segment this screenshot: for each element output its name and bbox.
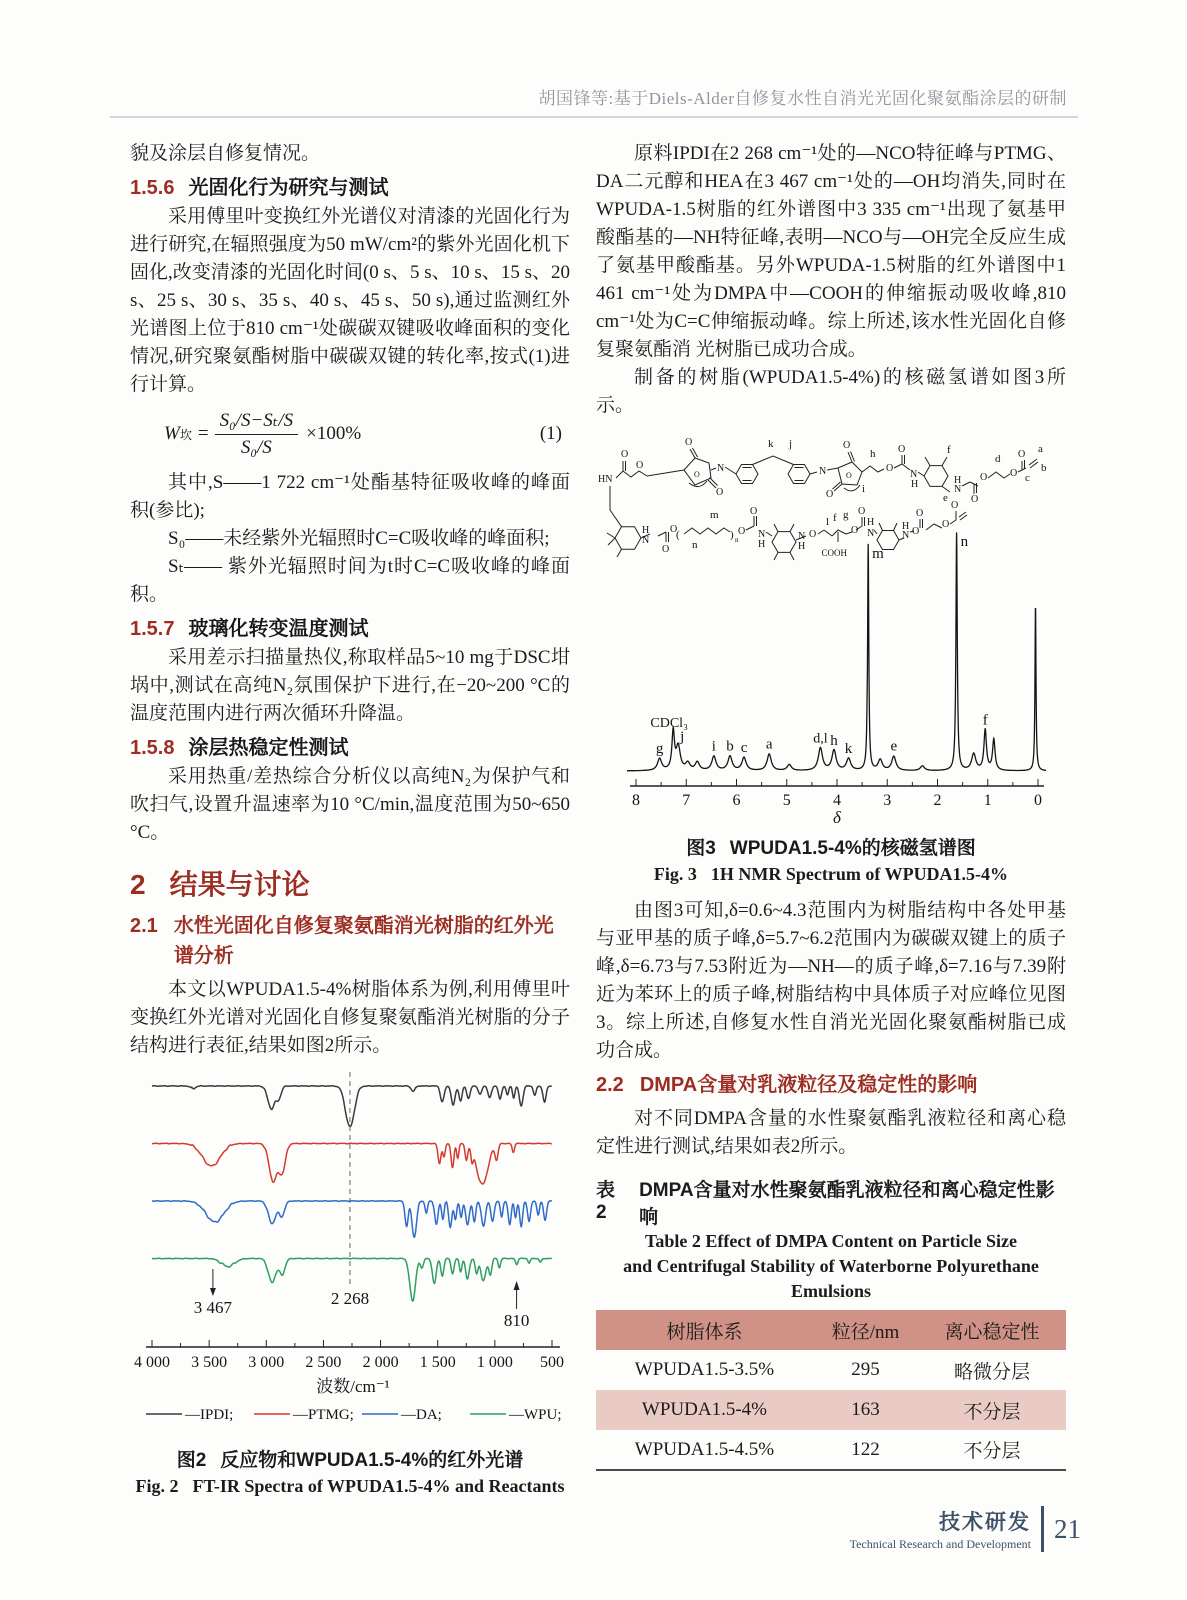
svg-text:O: O xyxy=(898,444,906,455)
legend-label: —DA; xyxy=(401,1407,442,1423)
paragraph-photocuring: 采用傅里叶变换红外光谱仪对清漆的光固化行为进行研究,在辐照强度为50 mW/cm²的紫外光固化机下固化,改变清漆的光固化时间(0 s、5 s、10 s、15 s、20 s、25 s、30 s、35 s、40 s、45 s、50 s),通过监测红外光谱图上位于810 cm⁻¹处碳碳双键吸收峰面积的变化情况,研究聚氨酯树脂中碳碳双键的转化率,按式(1)进行计算。 xyxy=(130,206,570,395)
svg-text:O: O xyxy=(621,449,629,460)
section-heading-2 xyxy=(130,863,570,903)
svg-text:N: N xyxy=(910,469,918,480)
svg-text:O: O xyxy=(916,508,924,519)
svg-text:O: O xyxy=(971,494,979,505)
svg-text:O: O xyxy=(1018,449,1026,460)
figure-title: WPUDA1.5-4%的核磁氢谱图 xyxy=(729,838,976,859)
table-2 xyxy=(596,1310,1066,1471)
svg-text:O: O xyxy=(716,487,724,498)
table-2-captions xyxy=(596,1175,1066,1304)
table2-body xyxy=(596,1350,1066,1470)
peak-label: c xyxy=(740,739,748,756)
svg-text:n: n xyxy=(735,536,739,544)
svg-text:i: i xyxy=(862,483,866,495)
table-row: WPUDA1.5-4.5% 122 不分层 xyxy=(634,1438,1021,1462)
paragraph-continuation: 貌及涂层自修复情况。 xyxy=(130,143,321,164)
svg-text:H: H xyxy=(867,517,875,528)
figure3-caption-en xyxy=(596,864,1066,885)
page-footer xyxy=(850,1506,1081,1552)
left-column xyxy=(130,140,570,1497)
chemical-structure xyxy=(598,437,1047,560)
definition-s: 其中,S——1 722 cm⁻¹处酯基特征吸收峰的峰面积(参比); xyxy=(130,472,570,521)
legend-label: —PTMG; xyxy=(293,1407,354,1423)
ftir-chart xyxy=(130,1066,570,1438)
x-tick-label: 1 500 xyxy=(419,1354,456,1371)
svg-text:f: f xyxy=(833,512,837,524)
svg-text:N: N xyxy=(954,484,962,495)
annotation-label: 2 268 xyxy=(330,1289,370,1308)
paragraph-dsc: 采用差示扫描量热仪,称取样品5~10 mg于DSC坩埚中,测试在高纯N₂氛围保护下进行,在−20~200 °C的温度范围内进行两次循环升降温。 xyxy=(130,647,570,724)
svg-text:O: O xyxy=(843,440,851,451)
column-header-stability: 离心稳定性 xyxy=(918,1310,1066,1350)
table-title: DMPA含量对水性聚氨酯乳液粒径和离心稳定性影响 xyxy=(639,1180,1055,1228)
x-tick-label: 2 000 xyxy=(362,1354,399,1371)
equation-fraction xyxy=(215,409,299,459)
svg-text:O: O xyxy=(750,506,758,517)
svg-text:N: N xyxy=(758,529,766,540)
figure-title: FT-IR Spectra of WPUDA1.5-4% and Reactants xyxy=(192,1476,565,1496)
footer-section xyxy=(850,1506,1031,1552)
fraction-denominator: S₀/S xyxy=(240,437,272,458)
figure2-caption-cn xyxy=(130,1445,570,1472)
section-heading-2-2 xyxy=(596,1070,1066,1100)
svg-text:l: l xyxy=(826,516,830,528)
x-tick-label: 3 xyxy=(883,792,892,809)
figure3-caption-cn xyxy=(596,833,1066,860)
section-heading-1-5-7 xyxy=(130,612,570,641)
svg-text:O: O xyxy=(826,489,834,500)
section-heading-2-1 xyxy=(130,911,570,971)
section-title: DMPA含量对乳液粒径及稳定性的影响 xyxy=(639,1074,978,1096)
x-tick-label: 500 xyxy=(540,1354,564,1371)
ftir-curve-IPDI xyxy=(152,1086,552,1127)
svg-text:): ) xyxy=(730,529,734,541)
section-number: 1.5.8 xyxy=(130,737,175,759)
table-row: WPUDA1.5-4% 163 不分层 xyxy=(596,1390,1066,1430)
section-title: 玻璃化转变温度测试 xyxy=(188,618,369,640)
svg-text:k: k xyxy=(768,438,774,450)
svg-text:N: N xyxy=(642,535,650,546)
equation-lhs-subscript: 坎 xyxy=(179,427,192,442)
figure-2 xyxy=(130,1066,570,1497)
figure-title: 反应物和WPUDA1.5-4%的红外光谱 xyxy=(220,1450,524,1471)
figure2-caption-en xyxy=(130,1476,570,1497)
svg-text:O: O xyxy=(886,463,894,474)
figure-number: 图3 xyxy=(686,838,716,859)
definition-s0: S₀——未经紫外光辐照时C=C吸收峰的峰面积; xyxy=(168,528,550,549)
paragraph-tga: 采用热重/差热综合分析仪以高纯N₂为保护气和吹扫气,设置升温速率为10 °C/min,温度范围为50~650 °C。 xyxy=(130,766,570,843)
svg-text:j: j xyxy=(789,438,793,450)
svg-text:O: O xyxy=(858,506,866,517)
x-axis-label: δ xyxy=(833,808,841,826)
peak-label: j xyxy=(680,729,685,746)
equation-suffix: ×100% xyxy=(306,423,362,444)
svg-text:N: N xyxy=(902,530,910,541)
nmr-spectrum xyxy=(627,532,1046,826)
column-header-resin: 树脂体系 xyxy=(596,1310,813,1350)
figure-number: Fig. 3 xyxy=(653,864,697,884)
svg-text:H: H xyxy=(798,541,806,552)
paragraph-dmpa: 对不同DMPA含量的水性聚氨酯乳液粒径和离心稳定性进行测试,结果如表2所示。 xyxy=(596,1108,1066,1157)
svg-text:N: N xyxy=(819,466,827,477)
svg-text:e: e xyxy=(943,492,948,504)
svg-text:O: O xyxy=(942,519,950,530)
paragraph-ftir-intro: 本文以WPUDA1.5-4%树脂体系为例,利用傅里叶变换红外光谱对光固化自修复聚氨酯消光树脂的分子结构进行表征,结果如图2所示。 xyxy=(130,979,570,1056)
ftir-curve-DA xyxy=(152,1201,552,1237)
x-tick-label: 3 500 xyxy=(191,1354,228,1371)
x-tick-label: 0 xyxy=(1034,792,1042,809)
svg-text:O: O xyxy=(738,526,746,537)
table2-caption-en-line2: and Centrifugal Stability of Waterborne Polyurethane xyxy=(623,1256,1039,1276)
x-tick-label: 5 xyxy=(782,792,791,809)
svg-text:a: a xyxy=(1038,443,1043,455)
peak-label: f xyxy=(982,712,988,729)
section-number: 2.2 xyxy=(596,1074,624,1096)
legend-label: —WPU; xyxy=(509,1407,562,1423)
column-header-size: 粒径/nm xyxy=(813,1310,918,1350)
paragraph-nmr-intro: 制备的树脂(WPUDA1.5-4%)的核磁氢谱如图3所示。 xyxy=(596,367,1066,416)
footer-section-en: Technical Research and Development xyxy=(849,1537,1031,1551)
x-tick-label: 2 xyxy=(933,792,942,809)
footer-section-cn: 技术研发 xyxy=(939,1511,1031,1534)
peak-label: n xyxy=(960,534,969,550)
right-column xyxy=(596,140,1066,1497)
svg-text:O: O xyxy=(851,525,859,536)
svg-text:H: H xyxy=(642,525,650,536)
equation-number: (1) xyxy=(539,423,562,444)
header-rule xyxy=(110,116,1078,118)
section-number: 2 xyxy=(130,869,146,900)
svg-text:N: N xyxy=(798,531,806,542)
annotation-label: 810 xyxy=(503,1311,530,1330)
section-number: 1.5.6 xyxy=(130,177,175,199)
svg-text:(: ( xyxy=(676,529,680,541)
section-heading-1-5-8 xyxy=(130,731,570,760)
definition-st: Sₜ—— 紫外光辐照时间为t时C=C吸收峰的峰面积。 xyxy=(130,556,570,605)
x-tick-label: 2 500 xyxy=(305,1354,342,1371)
peak-label: m xyxy=(872,545,884,562)
svg-text:H: H xyxy=(954,475,962,486)
svg-text:b: b xyxy=(1041,462,1047,474)
svg-text:O: O xyxy=(980,472,988,483)
x-axis-label: 波数/cm⁻¹ xyxy=(316,1377,390,1396)
svg-text:O: O xyxy=(1010,468,1018,479)
section-heading-1-5-6 xyxy=(130,171,570,200)
two-column-layout xyxy=(130,140,1066,1497)
svg-text:h: h xyxy=(870,448,876,460)
svg-text:d: d xyxy=(995,453,1001,465)
peak-label: CDCl₃ xyxy=(650,715,688,731)
table2-caption-en-line1: Table 2 Effect of DMPA Content on Particle Size xyxy=(645,1231,1017,1251)
svg-text:N: N xyxy=(717,463,725,474)
section-title: 涂层热稳定性测试 xyxy=(188,737,349,759)
page-number: 21 xyxy=(1054,1513,1081,1544)
svg-text:HN: HN xyxy=(598,474,613,485)
peak-label: e xyxy=(890,738,898,755)
legend-label: —IPDI; xyxy=(185,1407,234,1423)
table-number: 表2 xyxy=(596,1180,616,1223)
section-number: 1.5.7 xyxy=(130,618,175,640)
running-head: 胡国锋等:基于Diels-Alder自修复水性自消光光固化聚氨酯涂层的研制 xyxy=(538,89,1067,108)
paragraph-nmr-discussion: 由图3可知,δ=0.6~4.3范围内为树脂结构中各处甲基与亚甲基的质子峰,δ=5.7~6.2范围内为碳碳双键上的质子峰,δ=6.73与7.53附近为—NH—的质子峰,δ=7.16与7.39附近为苯环上的质子峰,树脂结构中具体质子对应峰位见图3。综上所述,自修复水性自消光光固化聚氨酯树脂已成功合成。 xyxy=(596,900,1066,1061)
peak-label: i xyxy=(711,738,716,755)
table-header-row xyxy=(596,1310,1066,1350)
paragraph-ftir-discussion: 原料IPDI在2 268 cm⁻¹处的—NCO特征峰与PTMG、DA二元醇和HEA在3 467 cm⁻¹处的—OH均消失,同时在WPUDA-1.5树脂的红外谱图中3 335 cm⁻¹出现了氨基甲酸酯基的—NH特征峰,表明—NCO与—OH完全反应生成了氨基甲酸酯基。另外WPUDA-1.5树脂的红外谱图中1 461 cm⁻¹处为DMPA中—COOH的伸缩振动吸收峰,810 cm⁻¹处为C=C伸缩振动峰。综上所述,该水性光固化自修复聚氨酯消 光树脂已成功合成。 xyxy=(596,143,1066,360)
section-number: 2.1 xyxy=(130,915,158,937)
figure-number: Fig. 2 xyxy=(135,1476,179,1496)
footer-divider xyxy=(1041,1506,1044,1552)
peak-label: d,l xyxy=(813,731,828,747)
annotation-label: 3 467 xyxy=(193,1298,233,1317)
svg-text:H: H xyxy=(758,539,766,550)
x-tick-label: 1 xyxy=(983,792,992,809)
figure-number: 图2 xyxy=(176,1450,207,1471)
arrow-head xyxy=(514,1281,520,1290)
figure-3 xyxy=(596,426,1066,885)
svg-text:c: c xyxy=(1025,472,1030,484)
table-row: WPUDA1.5-3.5% 295 略微分层 xyxy=(634,1359,1031,1383)
svg-text:O: O xyxy=(846,471,852,480)
fraction-numerator: S₀/S−Sₜ/S xyxy=(215,409,299,435)
svg-text:O: O xyxy=(809,529,817,540)
table2-caption-en-line3: Emulsions xyxy=(790,1281,872,1301)
svg-text:O: O xyxy=(670,524,678,535)
x-tick-label: 4 xyxy=(833,792,841,809)
section-title: 水性光固化自修复聚氨酯消光树脂的红外光谱分析 xyxy=(173,915,554,967)
x-tick-label: 6 xyxy=(732,792,741,809)
section-title: 结果与讨论 xyxy=(169,869,310,900)
figure-title: 1H NMR Spectrum of WPUDA1.5-4% xyxy=(710,864,1009,884)
peak-label: h xyxy=(830,732,838,749)
peak-label: g xyxy=(655,741,664,758)
equals-sign: = xyxy=(197,423,209,444)
table2-head xyxy=(596,1310,1066,1350)
table2-caption-cn xyxy=(596,1175,1066,1229)
svg-text:H: H xyxy=(902,521,910,532)
x-tick-label: 1 000 xyxy=(476,1354,513,1371)
svg-text:g: g xyxy=(843,509,849,521)
x-tick-label: 4 000 xyxy=(134,1354,170,1371)
svg-text:COOH: COOH xyxy=(821,548,847,558)
arrow-head xyxy=(210,1288,216,1296)
x-tick-label: 7 xyxy=(682,792,691,809)
svg-text:N: N xyxy=(867,528,875,539)
svg-text:O: O xyxy=(694,470,700,479)
svg-text:O: O xyxy=(636,460,644,471)
svg-text:O: O xyxy=(685,437,693,448)
svg-text:f: f xyxy=(947,444,951,456)
section-title: 光固化行为研究与测试 xyxy=(188,177,389,199)
equation-lhs: W xyxy=(164,423,180,444)
peak-label: a xyxy=(765,736,773,753)
svg-text:O: O xyxy=(662,544,670,555)
ftir-curve-PTMG xyxy=(152,1143,552,1184)
x-tick-label: 8 xyxy=(632,792,640,809)
nmr-chart xyxy=(596,426,1066,826)
svg-text:H: H xyxy=(911,479,919,490)
svg-text:O: O xyxy=(951,500,959,511)
peak-label: b xyxy=(726,738,734,755)
svg-text:m: m xyxy=(710,509,719,521)
equation-1 xyxy=(164,409,566,459)
svg-text:O: O xyxy=(912,526,920,537)
peak-label: k xyxy=(844,741,853,758)
svg-text:n: n xyxy=(692,539,698,551)
x-tick-label: 3 000 xyxy=(248,1354,285,1371)
